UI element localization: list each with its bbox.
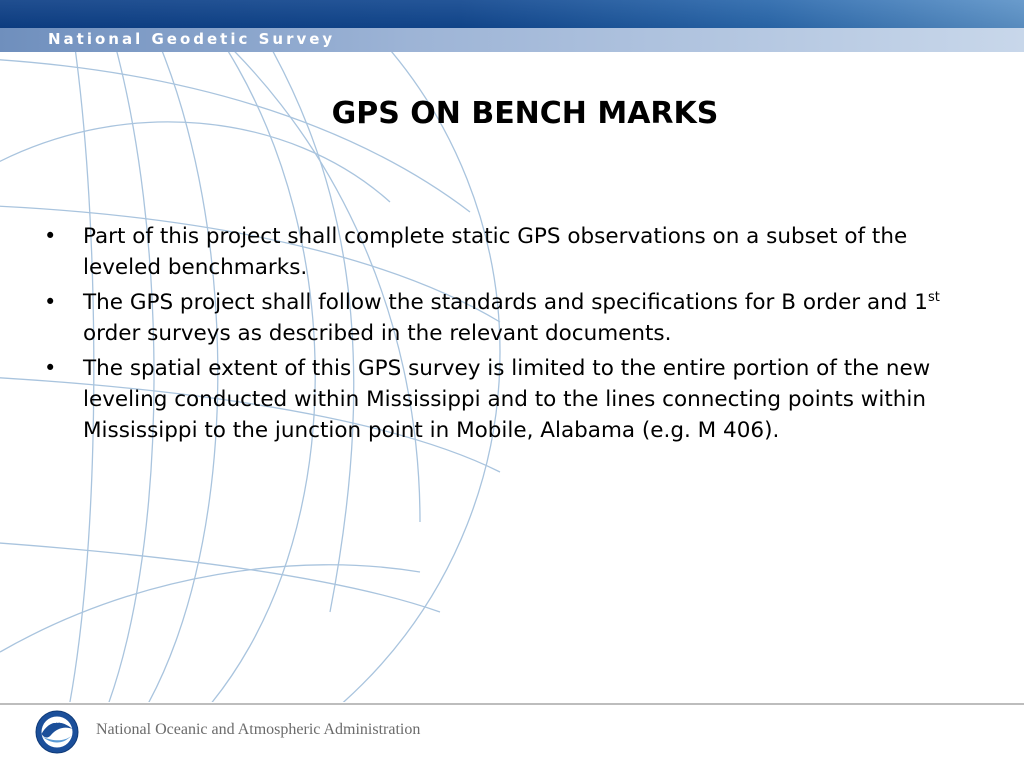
footer-divider bbox=[0, 703, 1024, 705]
bullet-list bbox=[44, 221, 984, 450]
header-shade bbox=[0, 0, 1024, 28]
header-band bbox=[0, 0, 1024, 52]
globe-parallel bbox=[0, 122, 390, 202]
noaa-logo-text: NOAA bbox=[48, 719, 66, 725]
slide-title: GPS ON BENCH MARKS bbox=[331, 96, 719, 131]
agency-name: National Oceanic and Atmospheric Administration bbox=[96, 721, 421, 738]
organization-title: National Geodetic Survey bbox=[48, 30, 336, 48]
bullet-item bbox=[44, 221, 984, 283]
globe-parallel bbox=[0, 565, 420, 652]
bullet-item bbox=[44, 353, 984, 446]
bullet-text: Part of this project shall complete static GPS observations on a subset of the leveled benchmarks. bbox=[83, 224, 908, 280]
bullet-text: The spatial extent of this GPS survey is limited to the entire portion of the new leveling conducted within Mississippi and to the lines connecting points within Mississippi to the junction point in Mobile, Alabama (e.g. M 406). bbox=[83, 356, 931, 443]
bullet-text-after: order surveys as described in the relevant documents. bbox=[83, 321, 672, 346]
globe-parallel bbox=[0, 56, 470, 212]
globe-parallel bbox=[0, 522, 440, 612]
bullet-superscript: st bbox=[927, 290, 940, 305]
bullet-text-before: The GPS project shall follow the standards and specifications for B order and 1 bbox=[83, 290, 928, 315]
bullet-symbol: • bbox=[44, 290, 57, 314]
noaa-logo-icon bbox=[35, 710, 79, 754]
bullet-item bbox=[44, 287, 984, 349]
bullet-symbol: • bbox=[44, 224, 57, 248]
bullet-symbol: • bbox=[44, 356, 57, 380]
